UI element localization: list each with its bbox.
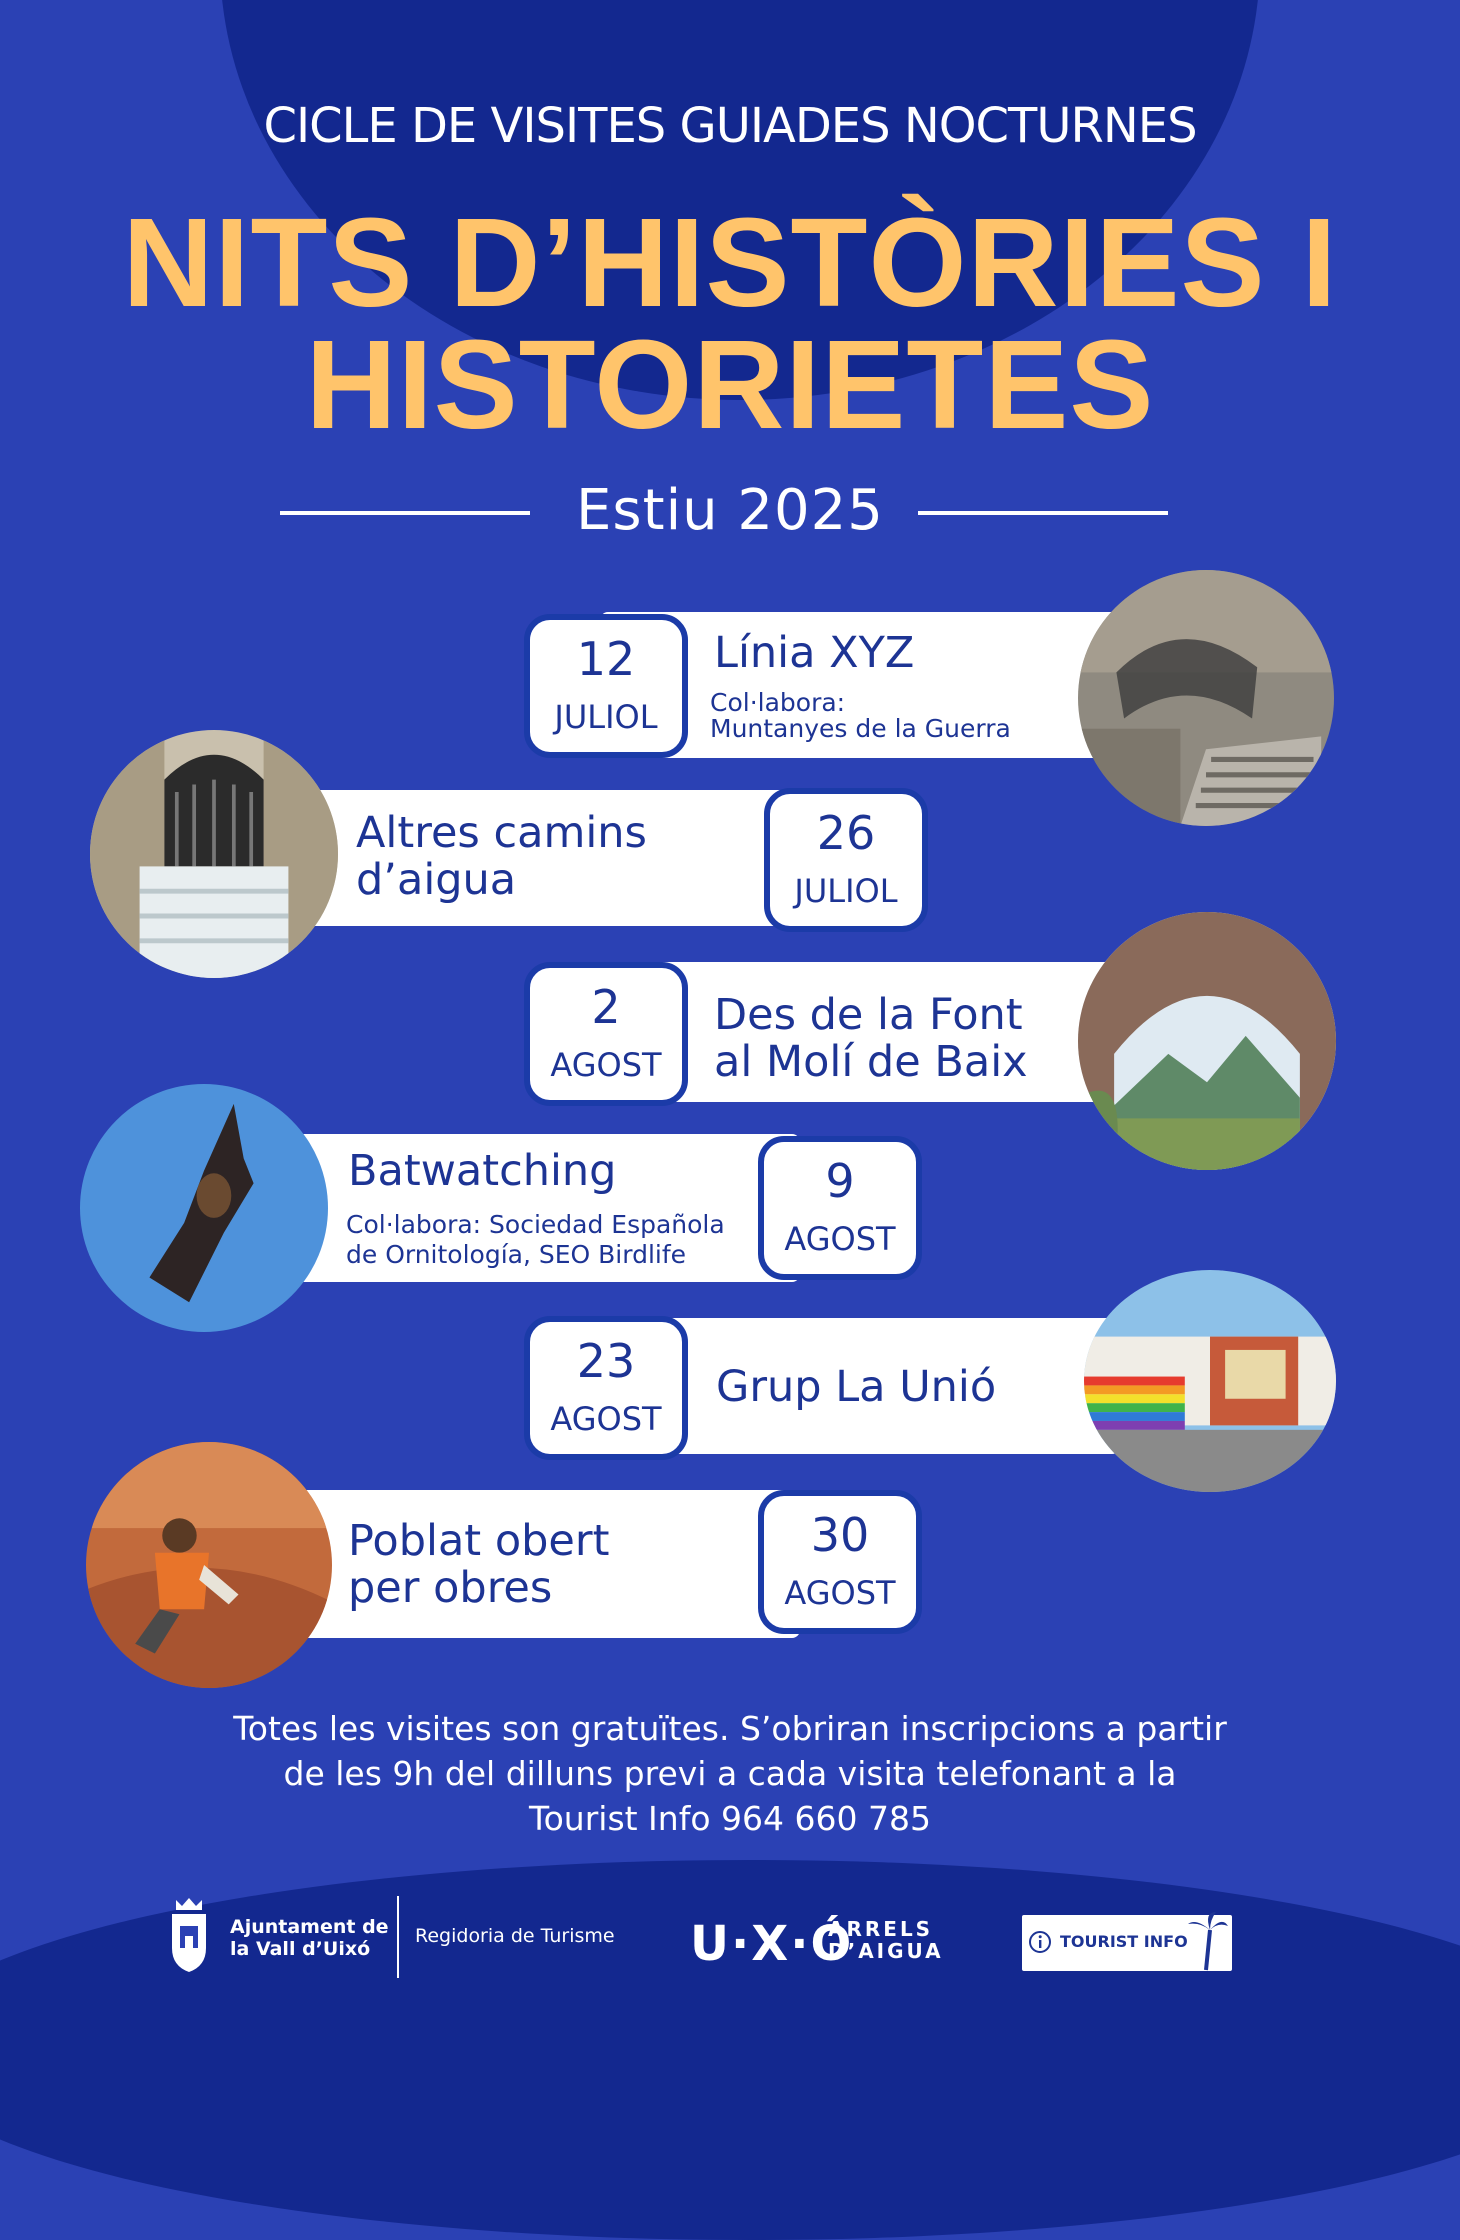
date-box-4: [758, 1136, 922, 1280]
palm-tree-icon: [1186, 1910, 1230, 1972]
ayto-line1: Ajuntament de: [230, 1916, 389, 1938]
town-council-name: [230, 1916, 389, 1960]
arrels-daigua-logo: [828, 1918, 944, 1962]
regidoria-label: Regidoria de Turisme: [415, 1925, 615, 1947]
event-photo-1: [1078, 570, 1334, 826]
event-month: JULIOL: [554, 698, 658, 736]
divider-left: [280, 511, 530, 515]
event-title-4: Batwatching: [348, 1146, 617, 1196]
town-crest-icon: [168, 1896, 210, 1974]
event-collab-4a: Col·labora: Sociedad Española: [346, 1210, 725, 1239]
season-row: [0, 478, 1460, 548]
footnote-line3: Tourist Info 964 660 785: [529, 1799, 931, 1838]
event-month: AGOST: [784, 1220, 896, 1258]
info-icon: [1028, 1930, 1052, 1954]
event-day: 26: [816, 806, 876, 860]
event-day: 9: [825, 1154, 855, 1208]
poster-subtitle: CICLE DE VISITES GUIADES NOCTURNES: [263, 98, 1197, 154]
event-title-5: Grup La Unió: [716, 1362, 997, 1412]
date-box-2: [764, 788, 928, 932]
event-month: AGOST: [784, 1574, 896, 1612]
event-month: AGOST: [550, 1400, 662, 1438]
date-box-3: [524, 962, 688, 1106]
event-collab-4b: de Ornitología, SEO Birdlife: [346, 1240, 687, 1269]
event-title-2a: Altres camins: [356, 808, 647, 858]
tourist-info-label: TOURIST INFO: [1060, 1932, 1188, 1951]
event-photo-4: [80, 1084, 328, 1332]
event-title-6a: Poblat obert: [348, 1516, 610, 1566]
event-month: AGOST: [550, 1046, 662, 1084]
event-month: JULIOL: [794, 872, 898, 910]
poster-title-line1: NITS D’HISTÒRIES I: [122, 192, 1338, 333]
event-collab-1b: Muntanyes de la Guerra: [710, 714, 1011, 743]
event-day: 30: [810, 1508, 870, 1562]
divider-right: [918, 511, 1168, 515]
event-photo-6: [86, 1442, 332, 1688]
event-day: 2: [591, 980, 621, 1034]
event-title-2b: d’aigua: [356, 855, 517, 905]
date-box-1: [524, 614, 688, 758]
event-title-6b: per obres: [348, 1563, 553, 1613]
poster-title-line2: HISTORIETES: [305, 314, 1155, 455]
event-day: 23: [576, 1334, 636, 1388]
ayto-line2: la Vall d’Uixó: [230, 1938, 371, 1960]
footnote-line1: Totes les visites son gratuïtes. S’obriran inscripcions a partir: [233, 1709, 1227, 1748]
uixo-brand-logo: U·X·Ó: [690, 1916, 854, 1972]
season-label: Estiu 2025: [576, 478, 884, 543]
event-day: 12: [576, 632, 636, 686]
footnote: [180, 1706, 1280, 1841]
footer-divider: [397, 1896, 399, 1978]
event-photo-5: [1084, 1270, 1336, 1492]
event-photo-2: [90, 730, 338, 978]
footnote-line2: de les 9h del dilluns previ a cada visita telefonant a la: [283, 1754, 1177, 1793]
event-title-1: Línia XYZ: [714, 628, 915, 678]
date-box-5: [524, 1316, 688, 1460]
arrels-line1: ARRELS: [828, 1917, 934, 1941]
arrels-line2: D’AIGUA: [828, 1939, 944, 1963]
event-collab-1a: Col·labora:: [710, 688, 846, 717]
event-photo-3: [1078, 912, 1336, 1170]
event-title-3b: al Molí de Baix: [714, 1037, 1028, 1087]
event-title-3a: Des de la Font: [714, 990, 1023, 1040]
date-box-6: [758, 1490, 922, 1634]
